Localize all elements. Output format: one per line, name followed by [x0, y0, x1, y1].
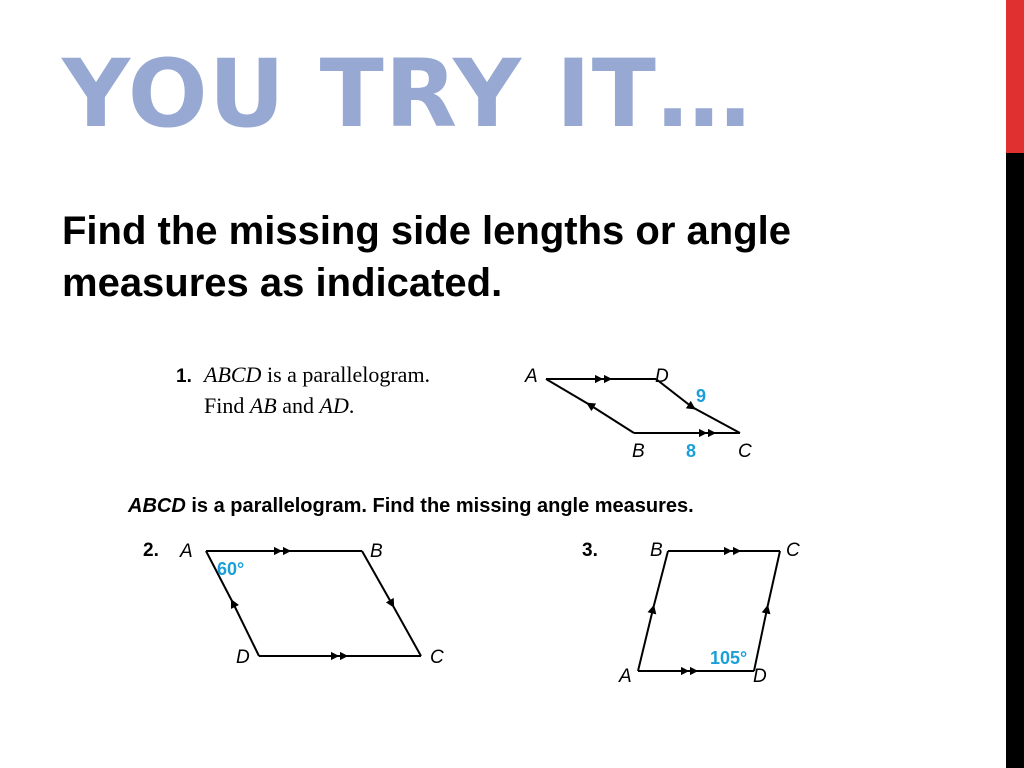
section-2-abcd: ABCD	[128, 495, 186, 517]
problem-1-line-1	[202, 362, 430, 387]
problem-1-find: Find	[204, 393, 250, 418]
slide-title: YOU TRY IT…	[62, 40, 752, 149]
p1-vertex-b: B	[632, 441, 645, 462]
problem-1-ab: AB	[249, 393, 277, 418]
problem-1-number: 1.	[176, 366, 192, 387]
section-2-heading	[127, 495, 694, 517]
problem-1-ad: AD	[319, 393, 349, 418]
parallelogram-1	[546, 379, 740, 433]
p3-vertex-c: C	[786, 540, 800, 561]
p3-vertex-b: B	[650, 540, 663, 561]
problem-1-line-1-text: is a parallelogram.	[261, 362, 431, 387]
problem-3-number: 3.	[582, 540, 598, 561]
p2-vertex-b: B	[370, 541, 383, 562]
parallelogram-3	[638, 551, 780, 671]
p3-angle-d-label: 105°	[710, 648, 748, 668]
p2-angle-a-label: 60°	[217, 559, 245, 579]
p2-vertex-c: C	[430, 647, 444, 668]
problem-2-number: 2.	[143, 540, 159, 561]
p2-vertex-d: D	[236, 647, 250, 668]
p1-vertex-a: A	[525, 366, 538, 387]
section-2-heading-text: is a parallelogram. Find the missing angle measures.	[185, 495, 694, 517]
p2-vertex-a: A	[180, 541, 193, 562]
problem-1-abcd: ABCD	[204, 362, 262, 387]
p1-side-dc-label: 9	[696, 386, 707, 406]
p1-side-bc-label: 8	[686, 441, 697, 461]
p1-vertex-c: C	[738, 441, 752, 462]
problem-1-period: .	[348, 393, 355, 418]
p3-vertex-d: D	[753, 666, 767, 687]
p3-vertex-a: A	[619, 666, 632, 687]
problem-1-and: and	[276, 393, 320, 418]
p1-vertex-d: D	[655, 366, 669, 387]
slide-instructions: Find the missing side lengths or angle measures as indicated.	[62, 209, 791, 305]
problem-1-line-2	[204, 393, 354, 418]
